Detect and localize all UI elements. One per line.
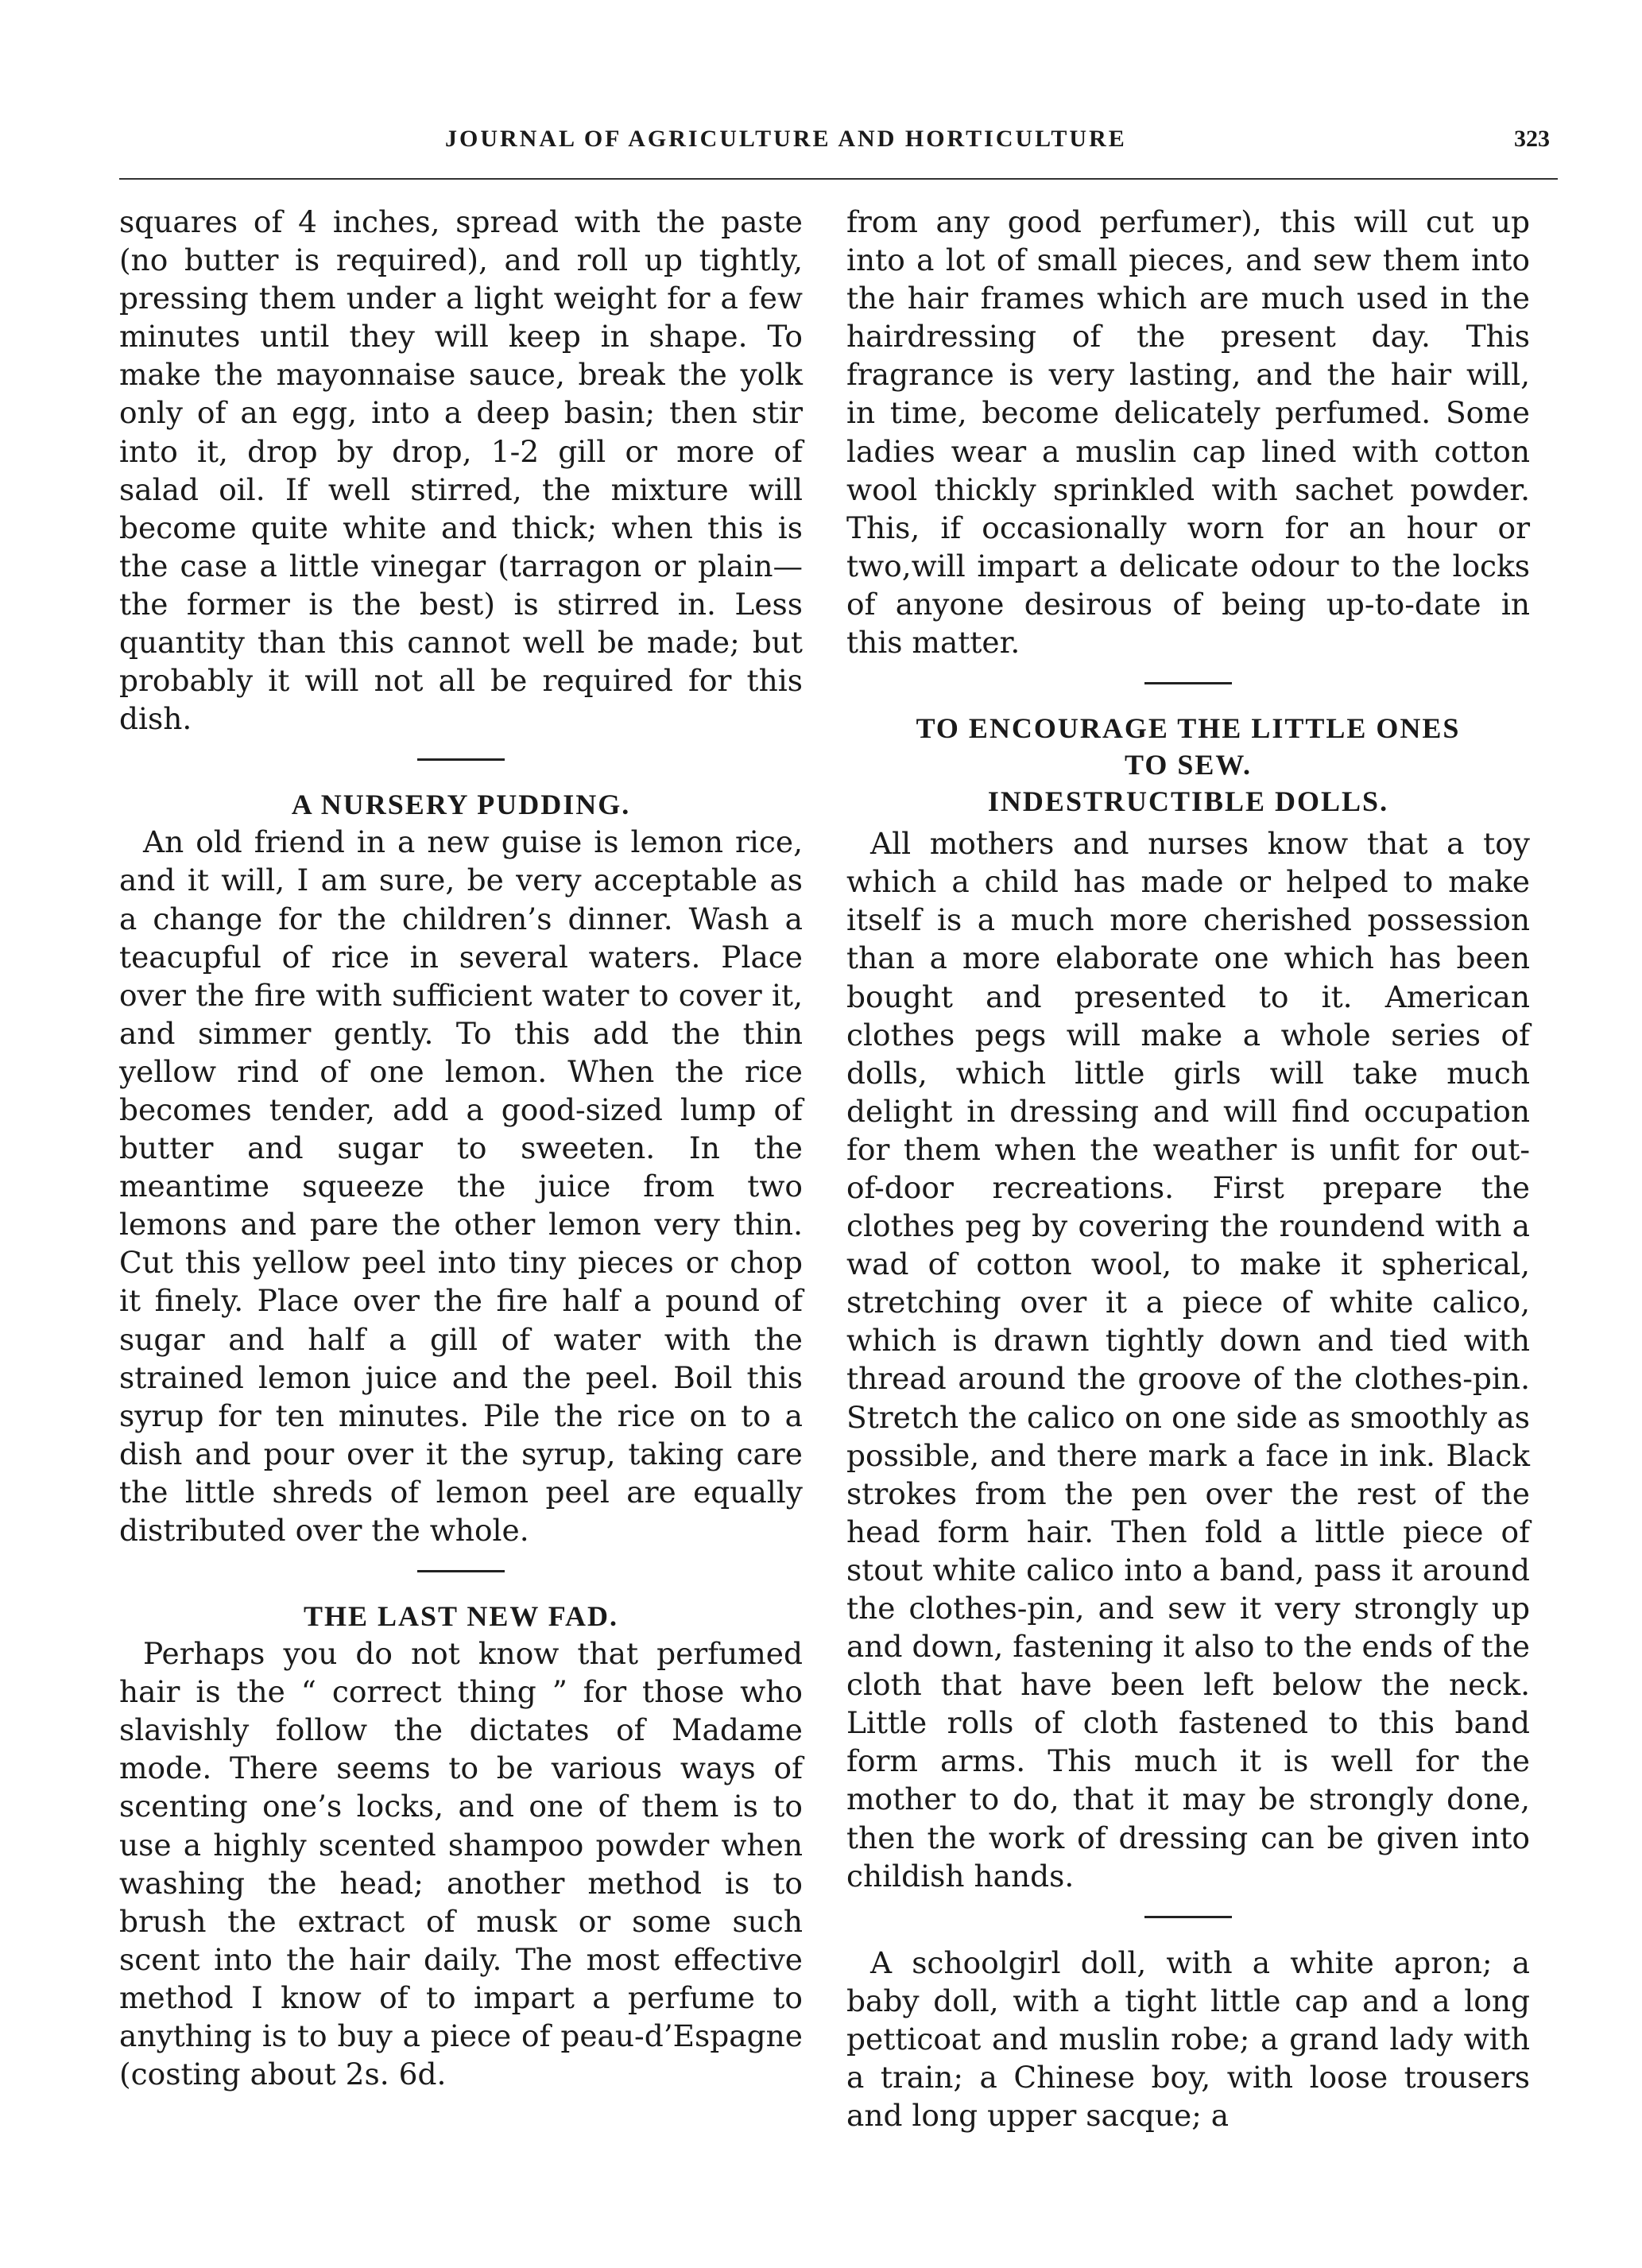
section-heading-nursery-pudding: A NURSERY PUDDING. [291,789,631,821]
running-head [119,119,1550,175]
section-heading-last-new-fad: THE LAST NEW FAD. [303,1600,619,1633]
left-column [119,203,803,2093]
header-rule [119,178,1558,180]
last-new-fad-body: Perhaps you do not know that perfumed hair is the “ correct thing ” for those who slavishly follow the dictates of Madame mode. There seems to be various ways of scenting one’s locks, and one of them is to use a highly scented shampoo powder when washing the head; another method is to brush the extract of musk or some such scent into the hair daily. The most effective method I know of to impart a perfume to anything is to buy a piece of peau-d’Espagne (costing about 2s. 6d. [119,1636,803,2092]
section-divider [417,1570,505,1572]
section-divider [1144,682,1232,684]
section-divider [1144,1916,1232,1918]
section-divider [417,758,505,761]
right-column [846,203,1530,2134]
page-number: 323 [1514,126,1550,152]
doll-types-paragraph: A schoolgirl doll, with a white apron; a baby doll, with a tight little cap and a long petticoat and muslin robe; a grand lady with a train; a Chinese boy, with loose trousers and long upper sacque; a [846,1944,1530,2134]
nursery-pudding-body: An old friend in a new guise is lemon rice, and it will, I am sure, be very acceptable as a change for the children’s dinner. Wash a teacupful of rice in several waters. Place over the fire with sufficient water to cover it, and simmer gently. To this add the thin yellow rind of one lemon. When the rice becomes tender, add a good-sized lump of butter and sugar to sweeten. In the meantime squeeze the juice from two lemons and pare the other lemon very thin. Cut this yellow peel into tiny pieces or chop it finely. Place over the fire half a pound of sugar and half a gill of water with the strained lemon juice and the peel. Boil this syrup for ten minutes. Pile the rice on to a dish and pour over it the syrup, taking care the little shreds of lemon peel are equally distributed over the whole. [119,824,803,1548]
subheading-indestructible-dolls: INDESTRUCTIBLE DOLLS. [987,785,1389,818]
dolls-body: All mothers and nurses know that a toy which a child has made or helped to make itself is a much more cherished possession than a more elaborate one which has been bought and presented to it. American clothes pegs will make a whole series of dolls, which little girls will take much delight in dressing and will find occupation for them when the weather is unfit for out-of-door recreations. First prepare the clothes peg by covering the roundend with a wad of cotton wool, to make it spherical, stretching over it a piece of white calico, which is drawn tightly down and tied with thread around the groove of the clothes-pin. Stretch the calico on one side as smoothly as possible, and there mark a face in ink. Black strokes from the pen over the rest of the head form hair. Then fold a little piece of stout white calico into a band, pass it around the clothes-pin, and sew it very strongly up and down, fastening it also to the ends of the cloth that have been left below the neck. Little rolls of cloth fastened to this band form arms. This much it is well for the mother to do, that it may be strongly done, then the work of dressing can be given into childish hands. [846,826,1530,1894]
running-title: JOURNAL OF AGRICULTURE AND HORTICULTURE [445,126,1127,152]
continued-paragraph: from any good perfumer), this will cut up into a lot of small pieces, and sew them into the hair frames which are much used in the hairdressing of the present day. This fragrance is very lasting, and the hair will, in time, become delicately perfumed. Some ladies wear a muslin cap lined with cotton wool thickly sprinkled with sachet powder. This, if occasionally worn for an hour or two,will impart a delicate odour to the locks of anyone desirous of being up-to-date in this matter. [846,204,1530,661]
section-heading-encourage-line1: TO ENCOURAGE THE LITTLE ONES [916,712,1461,745]
section-heading-encourage-line2: TO SEW. [1124,749,1253,781]
continued-paragraph: squares of 4 inches, spread with the paste (no butter is required), and roll up tightly, pressing them under a light weight for a few minutes until they will keep in shape. To make the mayonnaise sauce, break the yolk only of an egg, into a deep basin; then stir into it, drop by drop, 1-2 gill or more of salad oil. If well stirred, the mixture will become quite white and thick; when this is the case a little vinegar (tarragon or plain—the former is the best) is stirred in. Less quantity than this cannot well be made; but probably it will not all be required for this dish. [119,204,803,737]
